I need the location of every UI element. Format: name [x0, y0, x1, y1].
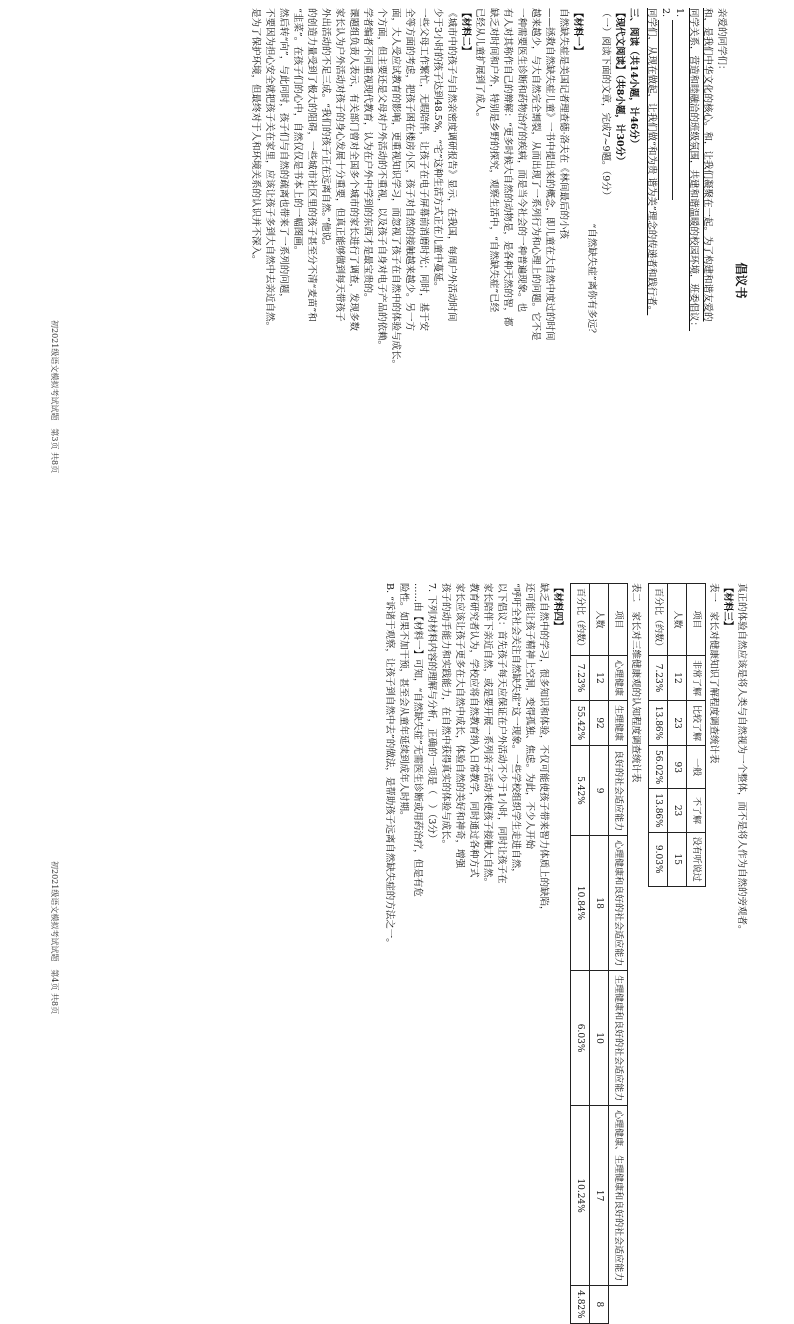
table-1-cell: 23 [668, 789, 687, 832]
material-2-line: “韭菜”。在孩子们的心中，自然仅仅是书本上的一幅图画。 [292, 8, 303, 256]
lower-page-content [38, 583, 748, 1319]
answer-blank-2[interactable] [658, 20, 669, 200]
material-1-line: 一种需要医生诊断和药物治疗的疾病，而是当今社会的一种普遍现象。也 [516, 8, 527, 313]
subsection-heading: 【现代文阅读】（共8小题，计30分） [614, 8, 625, 166]
material-1-line: ——拯救自然缺失症儿童》一书中提出来的概念，即儿童在大自然中度过的时间 [544, 8, 555, 341]
material-2-line: 少于3小时的孩子达到48.5%，“宅”这种生活方式正在儿童中蔓延。 [432, 8, 443, 292]
table-2-cell: 7.23% [571, 656, 590, 701]
proposal-item-1 [672, 8, 686, 553]
material-3-label: 【材料三】 [722, 583, 733, 631]
table-2-cell: 92 [590, 701, 609, 746]
table-2-cell: 55.42% [571, 701, 590, 746]
table-2-body [571, 584, 609, 1324]
table-2-header-cell: 心理健康 [609, 656, 628, 701]
table-2-cell: 4.82% [571, 1286, 590, 1324]
subsection-instruction: （一）阅读下面的文章，完成7~9题。（9分） [600, 8, 611, 201]
material-4-line: 缺乏自然中的学习，很多知识和体验，不仅可能使孩子带来智力体质上的缺陷， [538, 583, 549, 916]
table-2-header-cell: 生理健康和良好的社会适应能力 [609, 971, 628, 1106]
material-2-line: 外出活动的不足三成。“我们的孩子正在远离自然。”他说。 [320, 8, 331, 251]
table-1-cell: 12 [668, 656, 687, 701]
table-1-header-row [687, 584, 706, 887]
table-2-cell: 6.03% [571, 971, 590, 1106]
table-2-cell: 5.42% [571, 746, 590, 836]
item-1-number: 1. [674, 8, 685, 18]
table-1-body [649, 584, 687, 887]
upper-page-footer: 初2021级语文模拟考试试题 第3页 共8页 [50, 320, 59, 474]
table-1-header-cell: 不了解 [687, 789, 706, 832]
material-2-line: 全等方面的考虑，把孩子困在楼房小区，孩子对自然的接触越来越少。另一方 [404, 8, 415, 332]
material-1-line: 缺乏对时间和户外，特别是乡野的探究，观察生活中，“自然缺失症”已经 [488, 8, 499, 313]
lower-page [0, 561, 794, 1319]
answer-blank-1[interactable] [672, 20, 683, 200]
material-1-line: 自然缺失症是美国记者理查德·洛夫在《林间最后的小孩 [558, 8, 569, 240]
material-2-label: 【材料二】 [460, 8, 471, 56]
material-4-text [438, 583, 550, 1113]
table-2-row [590, 584, 609, 1324]
material-1-text [472, 8, 570, 553]
material-2-line: 的创造力量受到了极大的阻碍，一些城市社区里的孩子甚至分不清“麦苗”和 [306, 8, 317, 322]
material-4-line: 家长应该让孩子更多在大自然中成长，体验自然的美好和神奇，增强 [454, 583, 465, 869]
article-title: “自然缺失症”离你有多远？ [586, 223, 597, 338]
material-1-line: 越来越少，与大自然完全割裂，从而出现了一系列行为和心理上的问题。它不是 [530, 8, 541, 341]
section-heading: 三、阅读（共14小题，计46分） [628, 8, 639, 149]
table-1-cell: 23 [668, 701, 687, 746]
upper-page-content [38, 8, 748, 553]
option-a-line-1: ……由【材料一】可知，“自然缺失症”无需医生诊断或用药治疗，但是有危 [412, 583, 423, 897]
proposal-line-1: 和，是我们中华文化的核心。和，让我们凝聚在一起。为了构建和谐友爱的 [702, 8, 713, 322]
material-2-line: 个方面，但主要还是父母对户外活动的不重视，以及孩子自身对电子产品的依赖。 [376, 8, 387, 351]
table-1-cell: 93 [668, 746, 687, 789]
material-2-line: 家长认为户外活动对孩子的身心发展十分重要，但真正能够做到每天带孩子 [334, 8, 345, 322]
material-2-line: 是为了保护环境，但最终对于人和环境关系的认识并不深入。 [250, 8, 261, 265]
table-2-header-cell: 心理健康和良好的社会适应能力 [609, 836, 628, 971]
table-1-header-cell: 一般 [687, 746, 706, 789]
material-4-line: 教育研究者认为，学校应将自然教育纳入日常教学，同时通过各种方式 [468, 583, 479, 878]
table-2-header-cell: 良好的社会适应能力 [609, 746, 628, 836]
table-1-header-cell: 比较了解 [687, 701, 706, 746]
material-2-line: 一些父母工作繁忙，无暇陪伴，让孩子在电子屏幕前消磨时光；同时，基于安 [418, 8, 429, 332]
option-b: B. “诉诸于观察，让孩子到自然中去”的做法，是帮助孩子远离自然缺失症的方法之一。 [384, 583, 395, 948]
proposal-closing: 同学们，从现在做起，让我们做“和为贵 谐为美”理念的传递者和践行者。 [646, 8, 657, 316]
option-a-line-2: 险性。如果不加干预，甚至会从童年延续到成年人时期。 [398, 583, 409, 821]
material-4-line: 还可能让孩子精神上空洞，变得孤独、焦虑。为此，不少人开始 [524, 583, 535, 850]
table-2-header-cell: 项目 [609, 584, 628, 656]
question-7: 7. 下列对材料内容的理解与分析，正确的一项是（ ）（3分） [426, 583, 437, 844]
table-1-header-cell: 没有听说过 [687, 832, 706, 886]
table-2-cell: 12 [590, 656, 609, 701]
table-1-title: 表一 家长对健康知识了解程度调查统计表 [708, 583, 719, 764]
lead-paragraph: 真正的体验自然应该是将人类与自然视为一个整体，而不是将人作为自然的旁观者。 [736, 583, 747, 935]
table-1-cell: 56.02% [649, 746, 668, 789]
table-2-header-row [609, 584, 628, 1324]
table-2-cell: 人数 [590, 584, 609, 656]
table-2 [570, 583, 628, 1324]
material-1-line: 有人对其称作自己的辩解：“更多时候大自然的动物是，是各种天然的智，都 [502, 8, 513, 327]
table-2-cell: 10 [590, 971, 609, 1106]
table-1 [648, 583, 706, 887]
table-2-cell: 9 [590, 746, 609, 836]
table-1-cell: 13.86% [649, 701, 668, 746]
table-1-cell: 7.23% [649, 656, 668, 701]
material-2-text [248, 8, 458, 553]
table-2-cell: 8 [590, 1286, 609, 1324]
proposal-title: 倡议书 [734, 262, 748, 299]
material-4-line: 孩子的动手能力和实践能力，在自然中获得真实的体验与成长。 [440, 583, 451, 850]
table-1-cell: 百分比（约数） [649, 584, 668, 656]
proposal-greeting: 亲爱的同学们： [716, 8, 727, 75]
table-1-cell: 15 [668, 832, 687, 886]
material-4-label: 【材料四】 [552, 583, 563, 631]
table-1-cell: 9.03% [649, 832, 668, 886]
table-1-cell: 人数 [668, 584, 687, 656]
item-2-number: 2. [660, 8, 671, 18]
proposal-line-2: 同学关系，营造和睦融洽的班级氛围，共建和谐温暖的校园环境，班委倡议： [688, 8, 699, 332]
table-2-cell: 10.84% [571, 836, 590, 971]
material-4-line: “呼吁全社会关注自然缺失症”这一现象。一些学校组织学生走进自然， [510, 583, 521, 878]
material-2-line: 不要因为担心安全就把孩子关在家里，应该让孩子多到大自然中去亲近自然。 [264, 8, 275, 332]
table-2-header-cell: 心理健康、生理健康和良好的社会适应能力 [609, 1106, 628, 1286]
material-1-line: 已经从儿童扩展到了成人。 [474, 8, 485, 123]
material-4-line: 家长陪伴下亲近自然，或是要开展一系列亲子活动来使孩子接触大自然。 [482, 583, 493, 888]
table-1-row [649, 584, 668, 887]
material-2-line: 课题组负责人表示，有关部门曾对全国多个城市的家长进行了调查，发现多数 [348, 8, 359, 332]
table-2-cell: 10.24% [571, 1106, 590, 1286]
material-2-line: 学者编者不同重视现代教育，认为在户外中学到的东西才是最宝贵的。 [362, 8, 373, 303]
table-1-row [668, 584, 687, 887]
table-2-cell: 17 [590, 1106, 609, 1286]
material-2-line: 《城市中的孩子与自然亲密度调研报告》显示，在我国，每周户外活动时间 [446, 8, 457, 322]
material-2-line: 面，大人受应试教育的影响，更重视知识学习，而忽视了孩子在自然中的体验与成长。 [390, 8, 401, 370]
lower-page-footer: 初2021级语文模拟考试试题 第4页 共8页 [50, 861, 59, 1015]
material-1-label: 【材料一】 [572, 8, 583, 56]
table-2-cell: 百分比（约数） [571, 584, 590, 656]
table-1-header-cell: 项目 [687, 584, 706, 656]
table-2-header-cell: 生理健康 [609, 701, 628, 746]
table-2-title: 表二 家长对三维健康观的认知程度调查统计表 [630, 583, 641, 783]
material-4-line: 以下倡议：首先孩子每天应保证在户外活动不少于1小时，同时让孩子在 [496, 583, 507, 884]
material-2-line: 然后转“向”，与此同时，孩子们与自然的疏离也带来了一系列的问题， [278, 8, 289, 303]
upper-page [0, 0, 794, 561]
proposal-item-2 [658, 8, 672, 553]
table-1-header-cell: 非常了解 [687, 656, 706, 701]
table-2-cell: 18 [590, 836, 609, 971]
table-1-cell: 13.86% [649, 789, 668, 832]
table-2-row [571, 584, 590, 1324]
